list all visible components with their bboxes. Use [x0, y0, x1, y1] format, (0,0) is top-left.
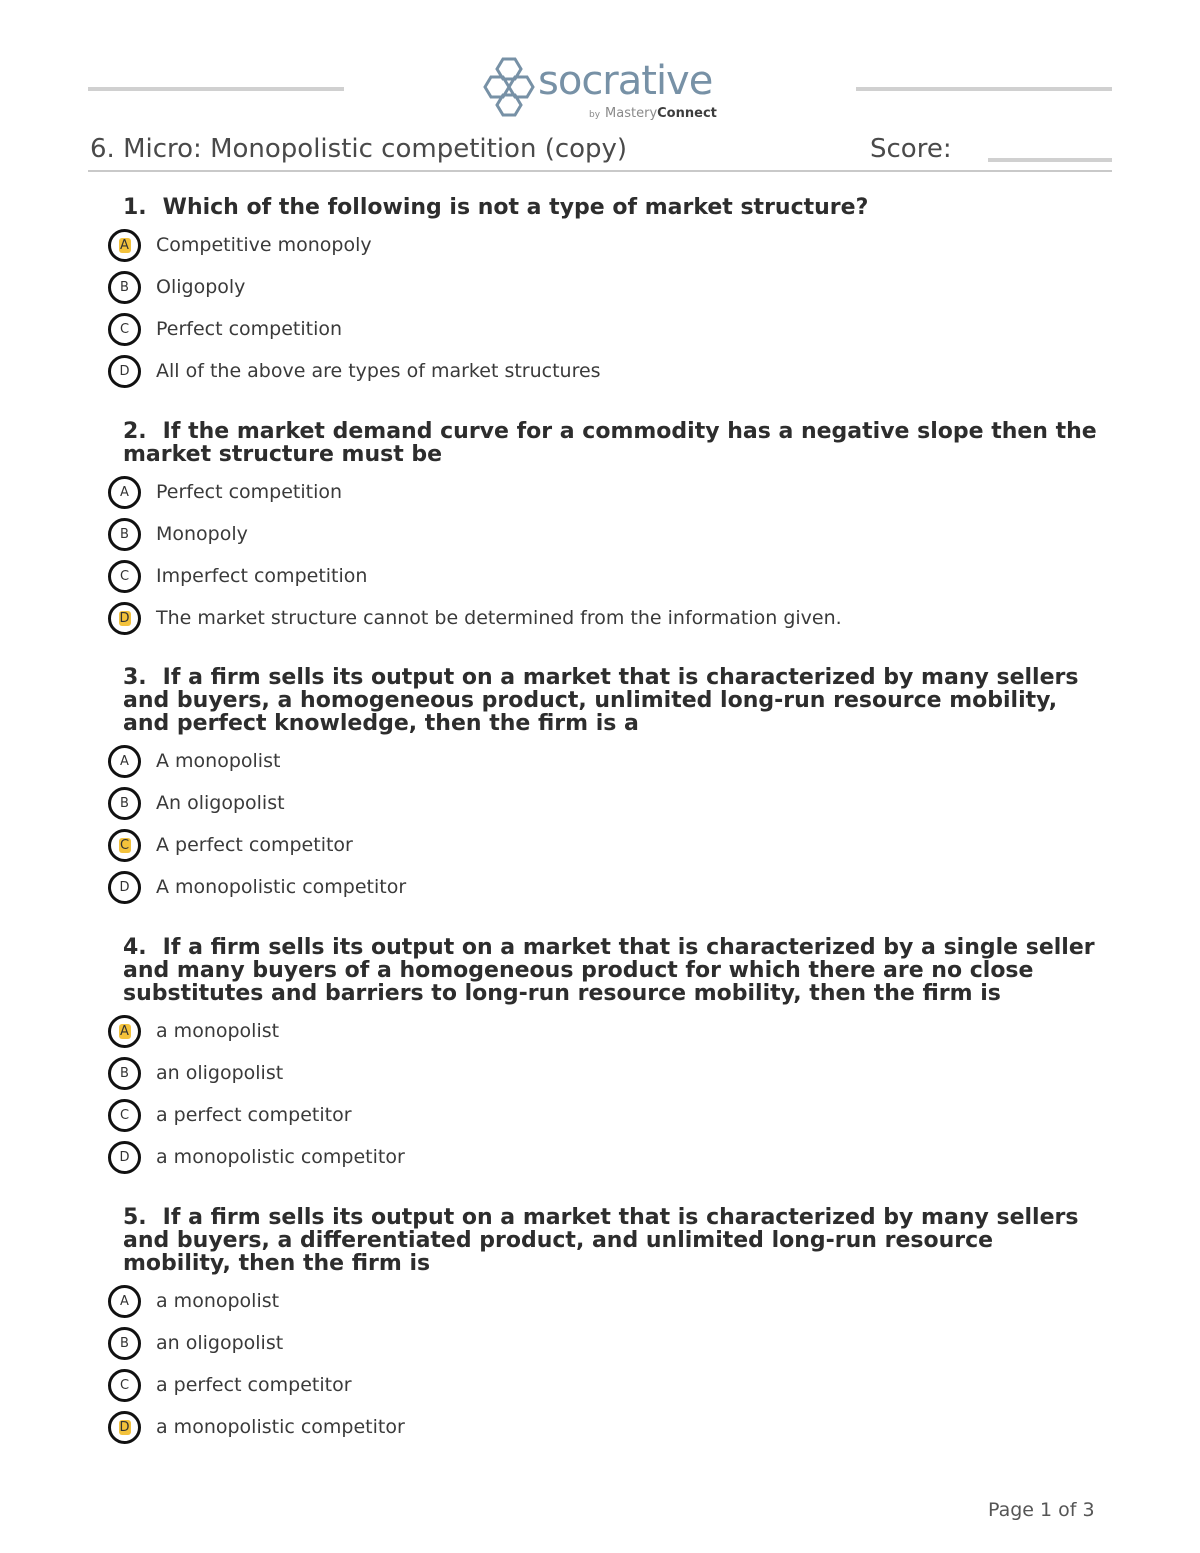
choice-text: A monopolistic competitor — [156, 876, 407, 898]
answer-bubble[interactable] — [108, 1369, 141, 1402]
question-number: 3. — [123, 665, 147, 690]
answer-bubble[interactable] — [108, 1411, 141, 1444]
question-number: 1. — [123, 195, 147, 220]
answer-choice[interactable] — [108, 266, 1098, 308]
choice-letter: A — [120, 753, 129, 769]
answer-choice[interactable] — [108, 1406, 1098, 1448]
answer-choice[interactable] — [108, 1364, 1098, 1406]
page-number: Page 1 of 3 — [988, 1499, 1095, 1521]
choice-letter: B — [120, 795, 129, 811]
choice-letter: C — [119, 1107, 130, 1123]
choice-letter: C — [119, 321, 130, 337]
answer-bubble[interactable] — [108, 518, 141, 551]
question — [108, 666, 1098, 908]
choice-text: An oligopolist — [156, 792, 285, 814]
answer-choice[interactable] — [108, 1322, 1098, 1364]
choice-text: an oligopolist — [156, 1062, 284, 1084]
choice-text: a monopolistic competitor — [156, 1146, 405, 1168]
choice-text: an oligopolist — [156, 1332, 284, 1354]
choice-text: a monopolist — [156, 1020, 280, 1042]
question-prompt: If a firm sells its output on a market that is characterized by many sellers and buyers, a homogeneous product, unlimited long-run resource mobility, and perfect knowledge, then the firm is a — [123, 665, 1079, 736]
answer-choice[interactable] — [108, 1280, 1098, 1322]
answer-choice[interactable] — [108, 1052, 1098, 1094]
choice-letter: D — [119, 610, 130, 626]
choice-letter: B — [120, 526, 129, 542]
title-underline — [88, 170, 1112, 172]
question-text — [123, 666, 1098, 735]
question — [108, 196, 1098, 392]
choice-letter: C — [119, 568, 130, 584]
answer-bubble[interactable] — [108, 1285, 141, 1318]
answer-bubble[interactable] — [108, 1327, 141, 1360]
choice-text: a perfect competitor — [156, 1374, 352, 1396]
choice-text: Oligopoly — [156, 276, 246, 298]
question-number: 4. — [123, 935, 147, 960]
answer-choice[interactable] — [108, 824, 1098, 866]
choice-letter: D — [119, 1149, 130, 1165]
quiz-title: 6. Micro: Monopolistic competition (copy) — [90, 134, 628, 164]
question — [108, 420, 1098, 639]
choice-text: Perfect competition — [156, 481, 343, 503]
question-prompt: If a firm sells its output on a market that is characterized by a single seller and many buyers of a homogeneous product for which there are no close substitutes and barriers to long-run resource mobility, then the firm is — [123, 935, 1095, 1006]
choice-letter: A — [120, 1023, 129, 1039]
choice-letter: A — [120, 237, 129, 253]
logo-by: by — [589, 110, 601, 120]
question-prompt: If the market demand curve for a commodity has a negative slope then the market structure must be — [123, 419, 1097, 467]
logo-tagline — [589, 106, 717, 121]
answer-choice[interactable] — [108, 782, 1098, 824]
answer-bubble[interactable] — [108, 1099, 141, 1132]
answer-choice[interactable] — [108, 513, 1098, 555]
choice-text: Imperfect competition — [156, 565, 368, 587]
choice-letter: D — [119, 879, 130, 895]
answer-bubble[interactable] — [108, 871, 141, 904]
answer-bubble[interactable] — [108, 476, 141, 509]
header-rule-right — [856, 87, 1112, 91]
answer-choice[interactable] — [108, 1010, 1098, 1052]
answer-choice[interactable] — [108, 350, 1098, 392]
answer-choice[interactable] — [108, 555, 1098, 597]
answer-bubble[interactable] — [108, 1015, 141, 1048]
answer-bubble[interactable] — [108, 602, 141, 635]
answer-choice[interactable] — [108, 471, 1098, 513]
answer-bubble[interactable] — [108, 560, 141, 593]
choice-text: A perfect competitor — [156, 834, 353, 856]
answer-bubble[interactable] — [108, 829, 141, 862]
score-blank-line — [988, 158, 1112, 162]
choice-letter: D — [119, 363, 130, 379]
logo-mastery: Mastery — [605, 106, 658, 121]
choice-letter: D — [119, 1419, 130, 1435]
answer-bubble[interactable] — [108, 229, 141, 262]
question-number: 2. — [123, 419, 147, 444]
choice-letter: A — [120, 1293, 129, 1309]
choice-letter: A — [120, 484, 129, 500]
choice-letter: C — [119, 837, 130, 853]
header-rule-left — [88, 87, 344, 91]
choice-text: The market structure cannot be determined from the information given. — [156, 607, 842, 629]
answer-bubble[interactable] — [108, 271, 141, 304]
question — [108, 1206, 1098, 1448]
choice-text: Perfect competition — [156, 318, 343, 340]
choice-letter: C — [119, 1377, 130, 1393]
choice-text: A monopolist — [156, 750, 281, 772]
socrative-logo — [483, 55, 723, 125]
answer-bubble[interactable] — [108, 787, 141, 820]
answer-choice[interactable] — [108, 597, 1098, 639]
answer-choice[interactable] — [108, 866, 1098, 908]
choice-text: a monopolistic competitor — [156, 1416, 405, 1438]
question-text — [123, 196, 1098, 219]
answer-bubble[interactable] — [108, 745, 141, 778]
question-text — [123, 420, 1098, 466]
choice-text: Competitive monopoly — [156, 234, 372, 256]
choice-letter: B — [120, 1065, 129, 1081]
answer-bubble[interactable] — [108, 1141, 141, 1174]
logo-wordmark: socrative — [538, 58, 713, 104]
question-prompt: Which of the following is not a type of market structure? — [162, 195, 869, 220]
choice-letter: B — [120, 279, 129, 295]
answer-choice[interactable] — [108, 308, 1098, 350]
answer-choice[interactable] — [108, 1136, 1098, 1178]
answer-bubble[interactable] — [108, 313, 141, 346]
answer-choice[interactable] — [108, 740, 1098, 782]
logo-connect: Connect — [657, 106, 717, 121]
answer-bubble[interactable] — [108, 1057, 141, 1090]
choice-text: a monopolist — [156, 1290, 280, 1312]
choice-text: All of the above are types of market structures — [156, 360, 601, 382]
hexagon-cluster-icon — [483, 57, 535, 117]
question-text — [123, 1206, 1098, 1275]
answer-bubble[interactable] — [108, 355, 141, 388]
choice-text: a perfect competitor — [156, 1104, 352, 1126]
question-text — [123, 936, 1098, 1005]
answer-choice[interactable] — [108, 1094, 1098, 1136]
answer-choice[interactable] — [108, 224, 1098, 266]
question — [108, 936, 1098, 1178]
choice-letter: B — [120, 1335, 129, 1351]
question-prompt: If a firm sells its output on a market that is characterized by many sellers and buyers, a differentiated product, and unlimited long-run resource mobility, then the firm is — [123, 1205, 1079, 1276]
score-label: Score: — [870, 134, 952, 164]
choice-text: Monopoly — [156, 523, 248, 545]
question-number: 5. — [123, 1205, 147, 1230]
